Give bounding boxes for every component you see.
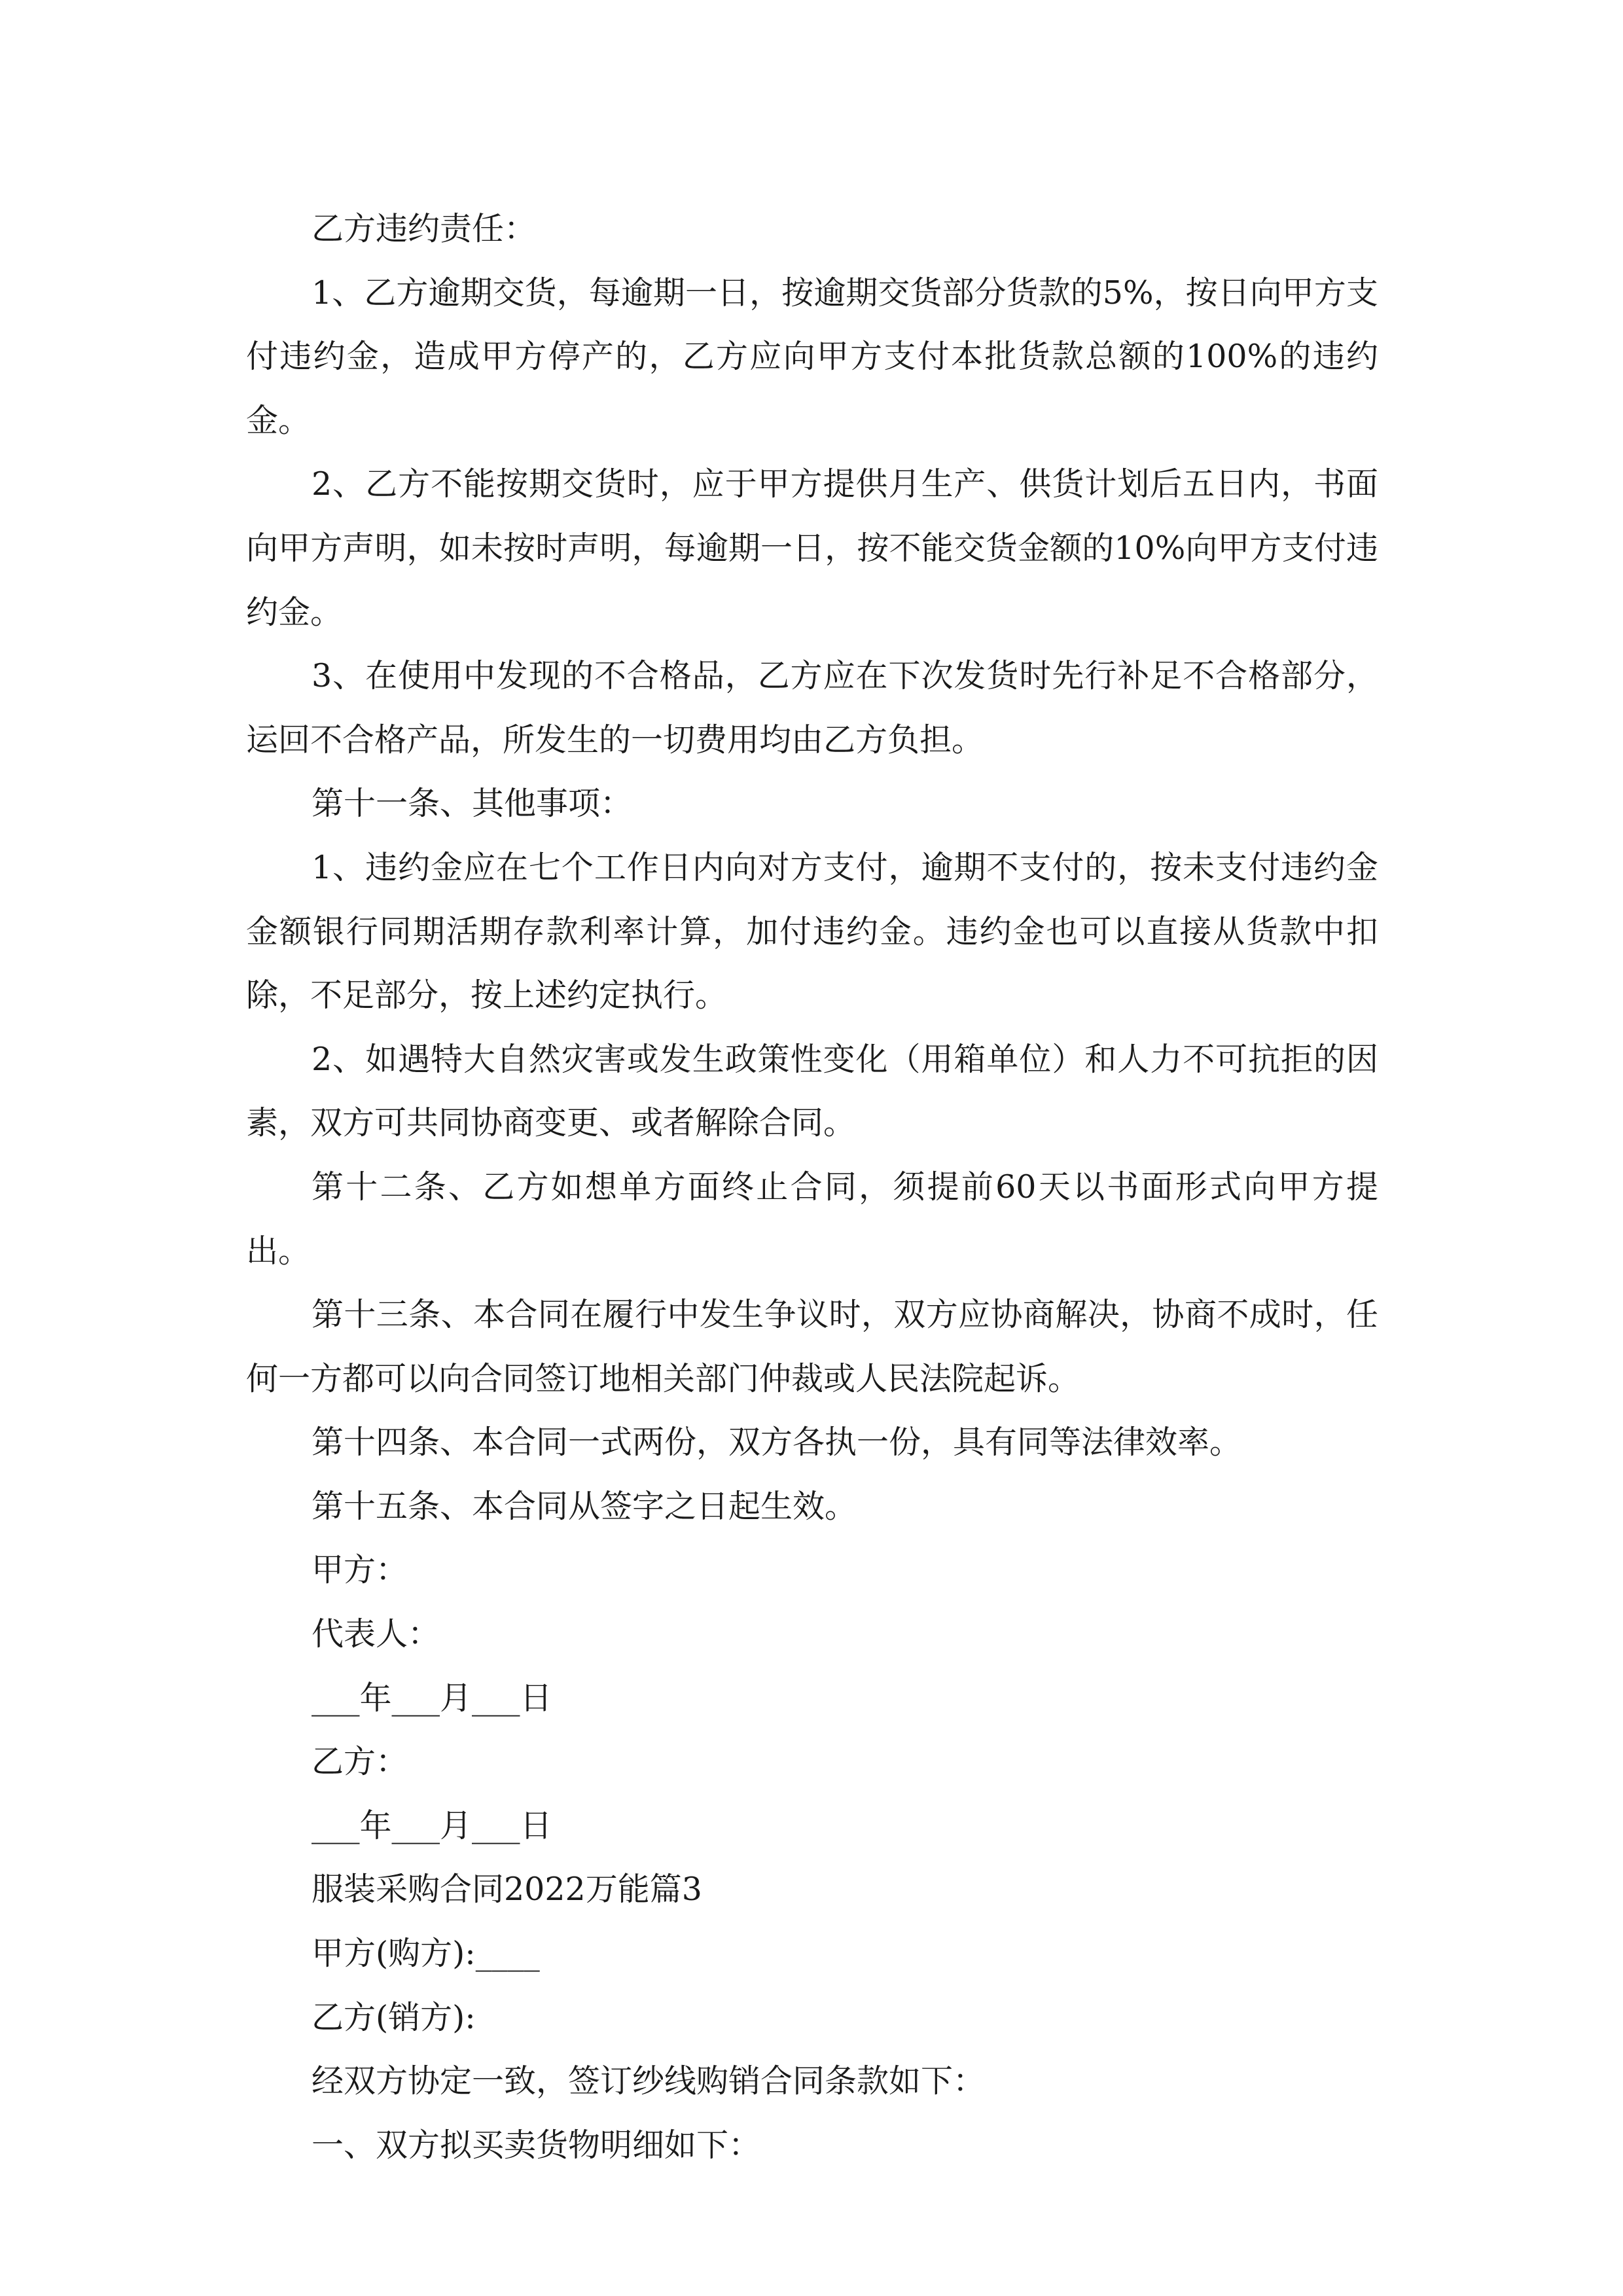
clause-late-delivery: 1、乙方逾期交货，每逾期一日，按逾期交货部分货款的5%，按日向甲方支付违约金，造成甲方停产的，乙方应向甲方支付本批货款总额的100%的违约金。 — [246, 274, 1378, 439]
buyer-line: 甲方(购方):____ — [312, 1935, 540, 1973]
clause-delivery-notice: 2、乙方不能按期交货时，应于甲方提供月生产、供货计划后五日内，书面向甲方声明，如未按时声明，每逾期一日，按不能交货金额的10%向甲方支付违约金。 — [246, 465, 1378, 631]
article-15: 第十五条、本合同从签字之日起生效。 — [312, 1487, 857, 1525]
clause-force-majeure: 2、如遇特大自然灾害或发生政策性变化（用箱单位）和人力不可抗拒的因素，双方可共同协商变更、或者解除合同。 — [246, 1040, 1378, 1142]
article-13: 第十三条、本合同在履行中发生争议时，双方应协商解决，协商不成时，任何一方都可以向合同签订地相关部门仲裁或人民法院起诉。 — [246, 1296, 1378, 1397]
contract-title: 服装采购合同2022万能篇3 — [312, 1871, 702, 1909]
seller-line: 乙方(销方): — [312, 1998, 476, 2036]
agreement-intro: 经双方协定一致，签订纱线购销合同条款如下： — [312, 2062, 986, 2100]
party-b-signature: 乙方： — [312, 1743, 408, 1781]
clause-defective-goods: 3、在使用中发现的不合格品，乙方应在下次发货时先行补足不合格部分，运回不合格产品，所发生的一切费用均由乙方负担。 — [246, 657, 1378, 759]
document-body — [246, 197, 1378, 2177]
article-11-heading: 第十一条、其他事项： — [312, 785, 633, 823]
representative-signature: 代表人： — [312, 1615, 440, 1653]
goods-list-heading: 一、双方拟买卖货物明细如下： — [312, 2126, 761, 2164]
clause-penalty-payment: 1、违约金应在七个工作日内向对方支付，逾期不支付的，按未支付违约金金额银行同期活期存款利率计算，加付违约金。违约金也可以直接从货款中扣除，不足部分，按上述约定执行。 — [246, 848, 1378, 1014]
party-b-date: ___年___月___日 — [312, 1806, 552, 1844]
section-heading-breach-liability: 乙方违约责任： — [312, 210, 537, 247]
article-12: 第十二条、乙方如想单方面终止合同，须提前60天以书面形式向甲方提出。 — [246, 1168, 1378, 1270]
article-14: 第十四条、本合同一式两份，双方各执一份，具有同等法律效率。 — [312, 1424, 1242, 1462]
party-a-date: ___年___月___日 — [312, 1679, 552, 1717]
party-a-signature: 甲方： — [312, 1551, 408, 1589]
